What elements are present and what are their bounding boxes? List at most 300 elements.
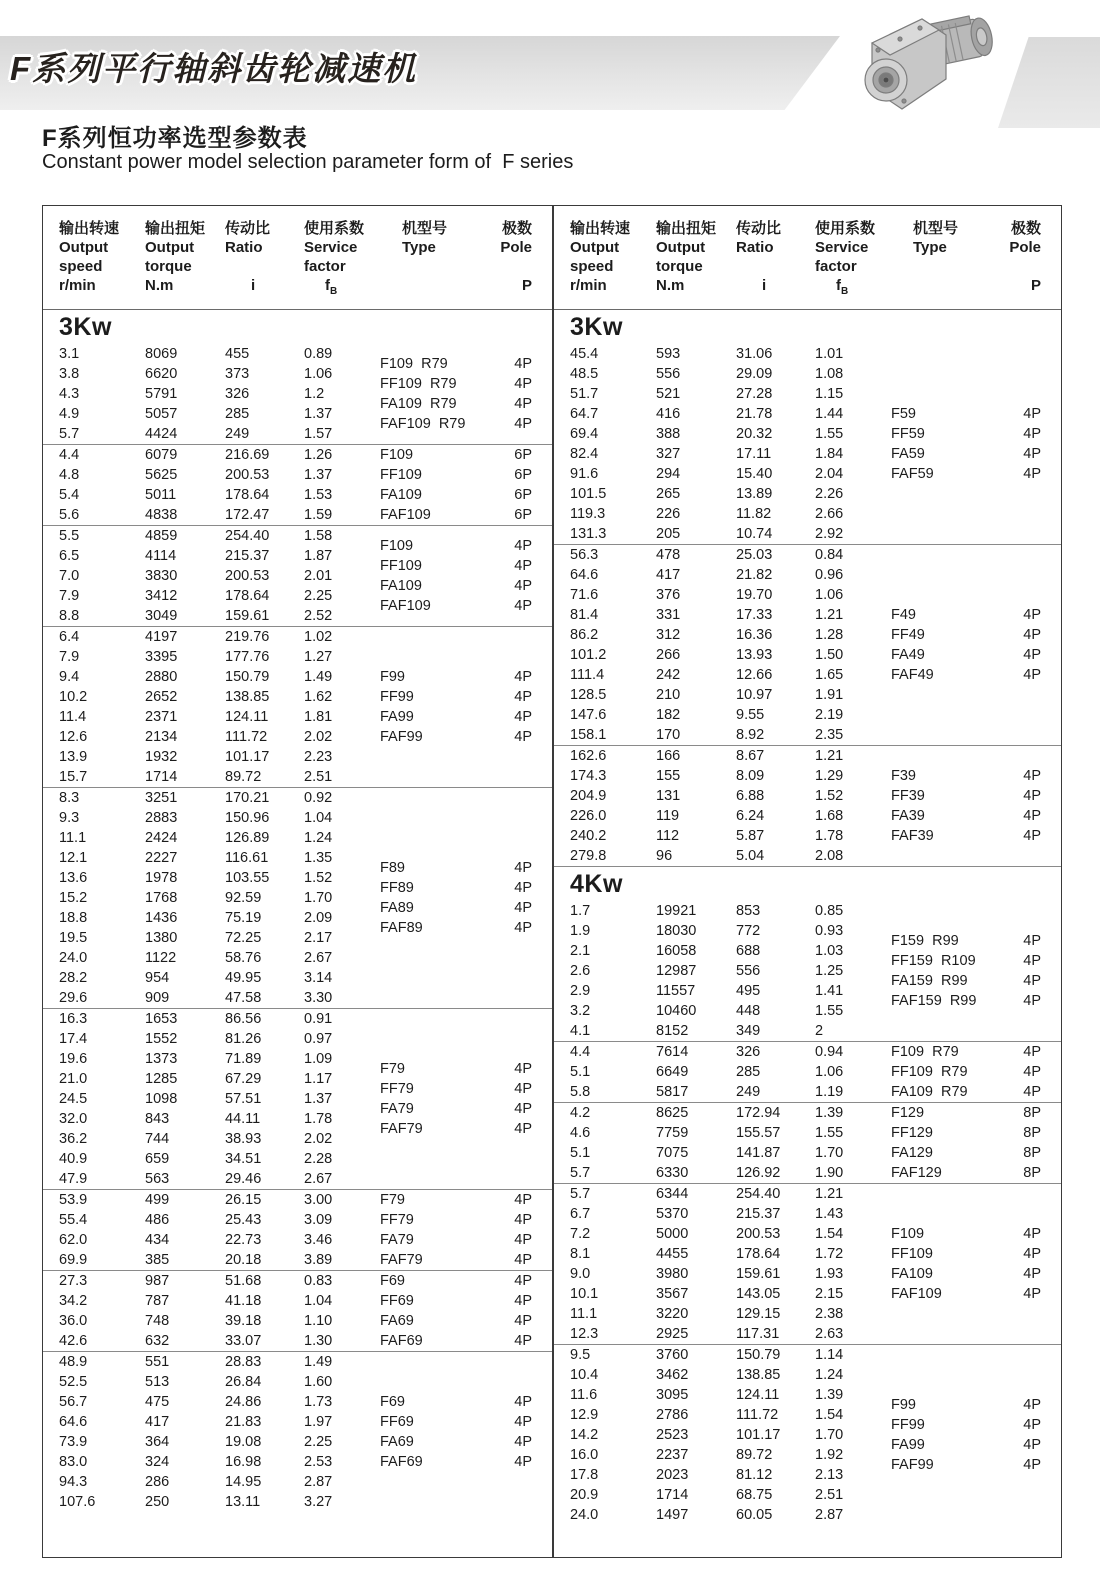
- speed-cell: 11.4: [59, 709, 87, 725]
- factor-cell: 1.26: [304, 447, 333, 463]
- torque-cell: 6649: [656, 1064, 689, 1080]
- pole-cell: 4P: [514, 396, 532, 412]
- type-line: [891, 1123, 1041, 1143]
- factor-cell: 1.24: [815, 1367, 844, 1383]
- factor-cell: 1.39: [815, 1387, 844, 1403]
- type-column: [891, 901, 1041, 1041]
- power-section-label: 4Kw: [570, 869, 623, 898]
- ratio-cell: 178.64: [225, 588, 270, 604]
- ratio-cell: 39.18: [225, 1313, 262, 1329]
- factor-cell: 1.70: [304, 890, 333, 906]
- type-cell: FF109 R79: [891, 1064, 968, 1080]
- ratio-cell: 17.33: [736, 607, 773, 623]
- factor-cell: 1.92: [815, 1447, 844, 1463]
- factor-cell: 1.37: [304, 1091, 333, 1107]
- ratio-cell: 138.85: [225, 689, 270, 705]
- speed-cell: 101.5: [570, 486, 607, 502]
- torque-cell: 499: [145, 1192, 170, 1208]
- type-column: [891, 1345, 1041, 1525]
- type-line: [891, 1143, 1041, 1163]
- factor-cell: 1.21: [815, 607, 844, 623]
- type-line: [380, 1432, 532, 1452]
- torque-cell: 1285: [145, 1071, 178, 1087]
- speed-cell: 5.1: [570, 1064, 591, 1080]
- torque-cell: 3567: [656, 1286, 689, 1302]
- ratio-cell: 14.95: [225, 1474, 262, 1490]
- power-section: [43, 310, 552, 1512]
- type-cell: FF109: [891, 1246, 933, 1262]
- factor-cell: 1.55: [815, 1125, 844, 1141]
- speed-cell: 11.6: [570, 1387, 598, 1403]
- col-header-ratio: 传动比 Ratio i: [736, 220, 782, 294]
- factor-cell: 2.23: [304, 749, 333, 765]
- speed-cell: 45.4: [570, 346, 599, 362]
- ratio-cell: 33.07: [225, 1333, 262, 1349]
- ratio-cell: 71.89: [225, 1051, 262, 1067]
- type-cell: FA109: [891, 1266, 933, 1282]
- torque-cell: 96: [656, 848, 673, 864]
- ratio-cell: 27.28: [736, 386, 773, 402]
- torque-cell: 265: [656, 486, 681, 502]
- torque-cell: 4197: [145, 629, 178, 645]
- torque-cell: 1380: [145, 930, 178, 946]
- ratio-cell: 21.82: [736, 567, 773, 583]
- torque-cell: 4859: [145, 528, 178, 544]
- type-cell: FA109 R79: [380, 396, 457, 412]
- torque-cell: 170: [656, 727, 681, 743]
- type-line: [891, 1264, 1041, 1284]
- ratio-cell: 17.11: [736, 446, 772, 462]
- pole-cell: 4P: [514, 1232, 532, 1248]
- factor-cell: 2.02: [304, 729, 333, 745]
- speed-cell: 5.7: [570, 1186, 591, 1202]
- speed-cell: 19.6: [59, 1051, 88, 1067]
- factor-cell: 2.28: [304, 1151, 333, 1167]
- column-headers: [554, 206, 1061, 310]
- factor-cell: 1.70: [815, 1145, 844, 1161]
- type-line: [891, 605, 1041, 625]
- speed-cell: 62.0: [59, 1232, 88, 1248]
- factor-cell: 2.35: [815, 727, 844, 743]
- speed-cell: 21.0: [59, 1071, 88, 1087]
- factor-cell: 1.58: [304, 528, 333, 544]
- ratio-cell: 20.18: [225, 1252, 262, 1268]
- type-cell: F129: [891, 1105, 925, 1121]
- factor-cell: 1.21: [815, 748, 844, 764]
- type-line: [891, 464, 1041, 484]
- torque-cell: 521: [656, 386, 681, 402]
- factor-cell: 0.93: [815, 923, 844, 939]
- type-column: [380, 344, 532, 444]
- speed-cell: 204.9: [570, 788, 607, 804]
- type-line: [380, 707, 532, 727]
- factor-cell: 1.37: [304, 406, 333, 422]
- factor-cell: 1.04: [304, 810, 333, 826]
- torque-cell: 632: [145, 1333, 170, 1349]
- factor-cell: 1.49: [304, 1354, 333, 1370]
- ratio-cell: 103.55: [225, 870, 270, 886]
- type-line: [380, 1099, 532, 1119]
- type-line: [891, 971, 1041, 991]
- type-cell: F39: [891, 768, 916, 784]
- ratio-cell: 8.67: [736, 748, 765, 764]
- pole-cell: 4P: [514, 538, 532, 554]
- torque-cell: 3251: [145, 790, 178, 806]
- ratio-cell: 10.74: [736, 526, 773, 542]
- factor-cell: 1.53: [304, 487, 333, 503]
- data-block: [554, 344, 1061, 544]
- torque-cell: 417: [656, 567, 681, 583]
- data-block: [554, 745, 1061, 866]
- speed-cell: 52.5: [59, 1374, 88, 1390]
- type-line: [891, 1062, 1041, 1082]
- torque-cell: 551: [145, 1354, 170, 1370]
- torque-cell: 434: [145, 1232, 170, 1248]
- factor-cell: 1.21: [815, 1186, 844, 1202]
- torque-cell: 1714: [656, 1487, 689, 1503]
- type-cell: FAF89: [380, 920, 423, 936]
- torque-cell: 266: [656, 647, 681, 663]
- factor-cell: 1.60: [304, 1374, 333, 1390]
- ratio-cell: 47.58: [225, 990, 262, 1006]
- factor-cell: 2.25: [304, 588, 333, 604]
- ratio-cell: 556: [736, 963, 761, 979]
- factor-cell: 2.02: [304, 1131, 333, 1147]
- ratio-cell: 24.86: [225, 1394, 262, 1410]
- torque-cell: 513: [145, 1374, 170, 1390]
- ratio-cell: 178.64: [225, 487, 270, 503]
- type-line: [891, 404, 1041, 424]
- pole-cell: 8P: [1023, 1145, 1041, 1161]
- factor-cell: 2.87: [304, 1474, 333, 1490]
- torque-cell: 909: [145, 990, 170, 1006]
- ratio-cell: 124.11: [225, 709, 269, 725]
- type-line: [891, 645, 1041, 665]
- factor-cell: 1.87: [304, 548, 333, 564]
- ratio-cell: 285: [225, 406, 250, 422]
- ratio-cell: 68.75: [736, 1487, 773, 1503]
- factor-cell: 1.39: [815, 1105, 844, 1121]
- factor-cell: 2.17: [304, 930, 333, 946]
- speed-cell: 3.2: [570, 1003, 591, 1019]
- speed-cell: 32.0: [59, 1111, 88, 1127]
- data-block: [43, 787, 552, 1008]
- torque-cell: 3462: [656, 1367, 689, 1383]
- type-line: [380, 1452, 532, 1472]
- ratio-cell: 116.61: [225, 850, 269, 866]
- factor-cell: 2.66: [815, 506, 844, 522]
- pole-cell: 4P: [514, 1394, 532, 1410]
- ratio-cell: 126.92: [736, 1165, 781, 1181]
- speed-cell: 17.4: [59, 1031, 88, 1047]
- type-line: [380, 1291, 532, 1311]
- type-cell: FF69: [380, 1293, 414, 1309]
- torque-cell: 242: [656, 667, 681, 683]
- pole-cell: 4P: [514, 356, 532, 372]
- speed-cell: 3.8: [59, 366, 80, 382]
- type-cell: FF109: [380, 558, 422, 574]
- ratio-cell: 172.94: [736, 1105, 781, 1121]
- speed-cell: 15.7: [59, 769, 88, 785]
- speed-cell: 16.0: [570, 1447, 599, 1463]
- pole-cell: 4P: [1023, 953, 1041, 969]
- factor-cell: 2.08: [815, 848, 844, 864]
- type-line: [380, 394, 532, 414]
- speed-cell: 83.0: [59, 1454, 88, 1470]
- factor-cell: 1.65: [815, 667, 844, 683]
- pole-cell: 6P: [514, 507, 532, 523]
- factor-cell: 2.51: [815, 1487, 844, 1503]
- type-cell: F159 R99: [891, 933, 959, 949]
- type-cell: FF109 R79: [380, 376, 457, 392]
- factor-cell: 1.41: [815, 983, 844, 999]
- pole-cell: 4P: [514, 1333, 532, 1349]
- torque-cell: 1978: [145, 870, 178, 886]
- speed-cell: 19.5: [59, 930, 88, 946]
- torque-cell: 3412: [145, 588, 178, 604]
- type-line: [380, 858, 532, 878]
- type-line: [891, 951, 1041, 971]
- type-cell: FA79: [380, 1101, 414, 1117]
- ratio-cell: 5.04: [736, 848, 765, 864]
- speed-cell: 162.6: [570, 748, 607, 764]
- data-block: [43, 444, 552, 525]
- speed-cell: 64.6: [570, 567, 599, 583]
- type-line: [891, 1415, 1041, 1435]
- col-header-ratio: 传动比 Ratio i: [225, 220, 271, 294]
- torque-cell: 286: [145, 1474, 170, 1490]
- speed-cell: 24.0: [570, 1507, 599, 1523]
- ratio-cell: 200.53: [736, 1226, 781, 1242]
- type-line: [380, 1210, 532, 1230]
- factor-cell: 0.94: [815, 1044, 844, 1060]
- type-line: [891, 806, 1041, 826]
- speed-cell: 111.4: [570, 667, 605, 683]
- factor-cell: 0.85: [815, 903, 844, 919]
- factor-cell: 1.06: [815, 1064, 844, 1080]
- type-cell: FF49: [891, 627, 925, 643]
- ratio-cell: 49.95: [225, 970, 262, 986]
- pole-cell: 8P: [1023, 1125, 1041, 1141]
- factor-cell: 1.70: [815, 1427, 844, 1443]
- speed-cell: 11.1: [570, 1306, 598, 1322]
- type-column: [380, 788, 532, 1008]
- type-cell: FAF49: [891, 667, 934, 683]
- type-line: [891, 1395, 1041, 1415]
- pole-cell: 4P: [514, 1061, 532, 1077]
- type-line: [891, 991, 1041, 1011]
- torque-cell: 16058: [656, 943, 697, 959]
- ratio-cell: 143.05: [736, 1286, 781, 1302]
- speed-cell: 73.9: [59, 1434, 88, 1450]
- torque-cell: 486: [145, 1212, 170, 1228]
- table-body: [43, 310, 552, 1557]
- speed-cell: 47.9: [59, 1171, 88, 1187]
- pole-cell: 4P: [514, 1414, 532, 1430]
- type-line: [380, 918, 532, 938]
- pole-cell: 4P: [514, 669, 532, 685]
- factor-cell: 2.87: [815, 1507, 844, 1523]
- pole-cell: 4P: [514, 1293, 532, 1309]
- table-left-half: [43, 206, 552, 1557]
- power-section: [554, 310, 1061, 866]
- torque-cell: 1436: [145, 910, 178, 926]
- type-line: [891, 826, 1041, 846]
- type-line: [380, 1190, 532, 1210]
- pole-cell: 4P: [1023, 1417, 1041, 1433]
- type-line: [380, 727, 532, 747]
- torque-cell: 364: [145, 1434, 170, 1450]
- torque-cell: 294: [656, 466, 681, 482]
- power-section-label: 3Kw: [59, 312, 112, 341]
- speed-cell: 69.4: [570, 426, 599, 442]
- torque-cell: 2523: [656, 1427, 689, 1443]
- speed-cell: 119.3: [570, 506, 606, 522]
- factor-cell: 1.78: [815, 828, 844, 844]
- pole-cell: 4P: [514, 1081, 532, 1097]
- ratio-cell: 215.37: [736, 1206, 781, 1222]
- speed-cell: 4.9: [59, 406, 80, 422]
- ratio-cell: 58.76: [225, 950, 262, 966]
- type-line: [380, 1079, 532, 1099]
- type-column: [380, 627, 532, 787]
- factor-cell: 1.17: [304, 1071, 333, 1087]
- torque-cell: 112: [656, 828, 680, 844]
- type-cell: FF159 R109: [891, 953, 976, 969]
- col-header-service-factor: 使用系数 Service factor $f_B$: [815, 220, 876, 297]
- speed-cell: 2.9: [570, 983, 591, 999]
- speed-cell: 6.5: [59, 548, 80, 564]
- speed-cell: 2.6: [570, 963, 591, 979]
- type-line: [380, 878, 532, 898]
- speed-cell: 8.3: [59, 790, 80, 806]
- type-cell: FF59: [891, 426, 925, 442]
- type-line: [891, 786, 1041, 806]
- factor-cell: 1.52: [815, 788, 844, 804]
- column-headers: [43, 206, 552, 310]
- type-line: [891, 931, 1041, 951]
- speed-cell: 29.6: [59, 990, 88, 1006]
- pole-cell: 4P: [1023, 466, 1041, 482]
- col-header-output-torque: 输出扭矩 Output torque N.m: [656, 220, 717, 294]
- speed-cell: 7.2: [570, 1226, 591, 1242]
- speed-cell: 5.7: [570, 1165, 591, 1181]
- torque-cell: 3095: [656, 1387, 689, 1403]
- factor-cell: 1.04: [304, 1293, 333, 1309]
- factor-cell: 0.97: [304, 1031, 333, 1047]
- factor-cell: 3.30: [304, 990, 333, 1006]
- type-cell: FA69: [380, 1313, 414, 1329]
- factor-cell: 1.37: [304, 467, 333, 483]
- ratio-cell: 200.53: [225, 467, 270, 483]
- factor-cell: 1.24: [304, 830, 333, 846]
- data-block: [554, 1041, 1061, 1102]
- type-cell: F69: [380, 1273, 405, 1289]
- factor-cell: 2.53: [304, 1454, 333, 1470]
- speed-cell: 4.1: [570, 1023, 591, 1039]
- data-block: [43, 1270, 552, 1351]
- factor-cell: 1.03: [815, 943, 844, 959]
- ratio-cell: 455: [225, 346, 250, 362]
- ratio-cell: 216.69: [225, 447, 270, 463]
- type-cell: F79: [380, 1061, 405, 1077]
- speed-cell: 7.0: [59, 568, 80, 584]
- torque-cell: 1497: [656, 1507, 689, 1523]
- type-line: [380, 1230, 532, 1250]
- type-cell: FA109 R79: [891, 1084, 968, 1100]
- speed-cell: 34.2: [59, 1293, 88, 1309]
- torque-cell: 4455: [656, 1246, 689, 1262]
- speed-cell: 86.2: [570, 627, 599, 643]
- type-line: [891, 1284, 1041, 1304]
- factor-cell: 1.52: [304, 870, 333, 886]
- speed-cell: 4.8: [59, 467, 80, 483]
- ratio-cell: 326: [225, 386, 250, 402]
- gear-reducer-photo: [842, 3, 1004, 119]
- speed-cell: 48.9: [59, 1354, 88, 1370]
- speed-cell: 10.4: [570, 1367, 599, 1383]
- type-line: [891, 444, 1041, 464]
- ratio-cell: 117.31: [736, 1326, 780, 1342]
- torque-cell: 2134: [145, 729, 178, 745]
- ratio-cell: 29.46: [225, 1171, 262, 1187]
- speed-cell: 9.5: [570, 1347, 591, 1363]
- pole-cell: 4P: [1023, 808, 1041, 824]
- ratio-cell: 34.51: [225, 1151, 262, 1167]
- type-line: [891, 1082, 1041, 1102]
- speed-cell: 1.7: [570, 903, 591, 919]
- factor-cell: 1.50: [815, 647, 844, 663]
- torque-cell: 1552: [145, 1031, 178, 1047]
- factor-cell: 3.89: [304, 1252, 333, 1268]
- torque-cell: 2424: [145, 830, 178, 846]
- speed-cell: 8.1: [570, 1246, 591, 1262]
- ratio-cell: 111.72: [736, 1407, 779, 1423]
- factor-cell: 1.08: [815, 366, 844, 382]
- type-line: [380, 505, 532, 525]
- speed-cell: 56.3: [570, 547, 599, 563]
- factor-cell: 2.19: [815, 707, 844, 723]
- pole-cell: 4P: [1023, 788, 1041, 804]
- pole-cell: 4P: [514, 1434, 532, 1450]
- type-column: [891, 1103, 1041, 1183]
- type-cell: FAF159 R99: [891, 993, 977, 1009]
- pole-cell: 8P: [1023, 1165, 1041, 1181]
- torque-cell: 748: [145, 1313, 170, 1329]
- type-cell: FA49: [891, 647, 925, 663]
- ratio-cell: 5.87: [736, 828, 765, 844]
- data-block: [43, 1189, 552, 1270]
- ratio-cell: 19.70: [736, 587, 773, 603]
- speed-cell: 4.4: [570, 1044, 591, 1060]
- ratio-cell: 448: [736, 1003, 761, 1019]
- torque-cell: 1768: [145, 890, 178, 906]
- pole-cell: 4P: [1023, 828, 1041, 844]
- speed-cell: 147.6: [570, 707, 607, 723]
- data-block: [554, 901, 1061, 1041]
- pole-cell: 4P: [514, 1101, 532, 1117]
- type-line: [380, 1331, 532, 1351]
- type-line: [380, 1059, 532, 1079]
- pole-cell: 8P: [1023, 1105, 1041, 1121]
- ratio-cell: 129.15: [736, 1306, 781, 1322]
- torque-cell: 327: [656, 446, 681, 462]
- torque-cell: 2880: [145, 669, 178, 685]
- factor-cell: 1.90: [815, 1165, 844, 1181]
- speed-cell: 18.8: [59, 910, 88, 926]
- ratio-cell: 178.64: [736, 1246, 781, 1262]
- type-line: [380, 1119, 532, 1139]
